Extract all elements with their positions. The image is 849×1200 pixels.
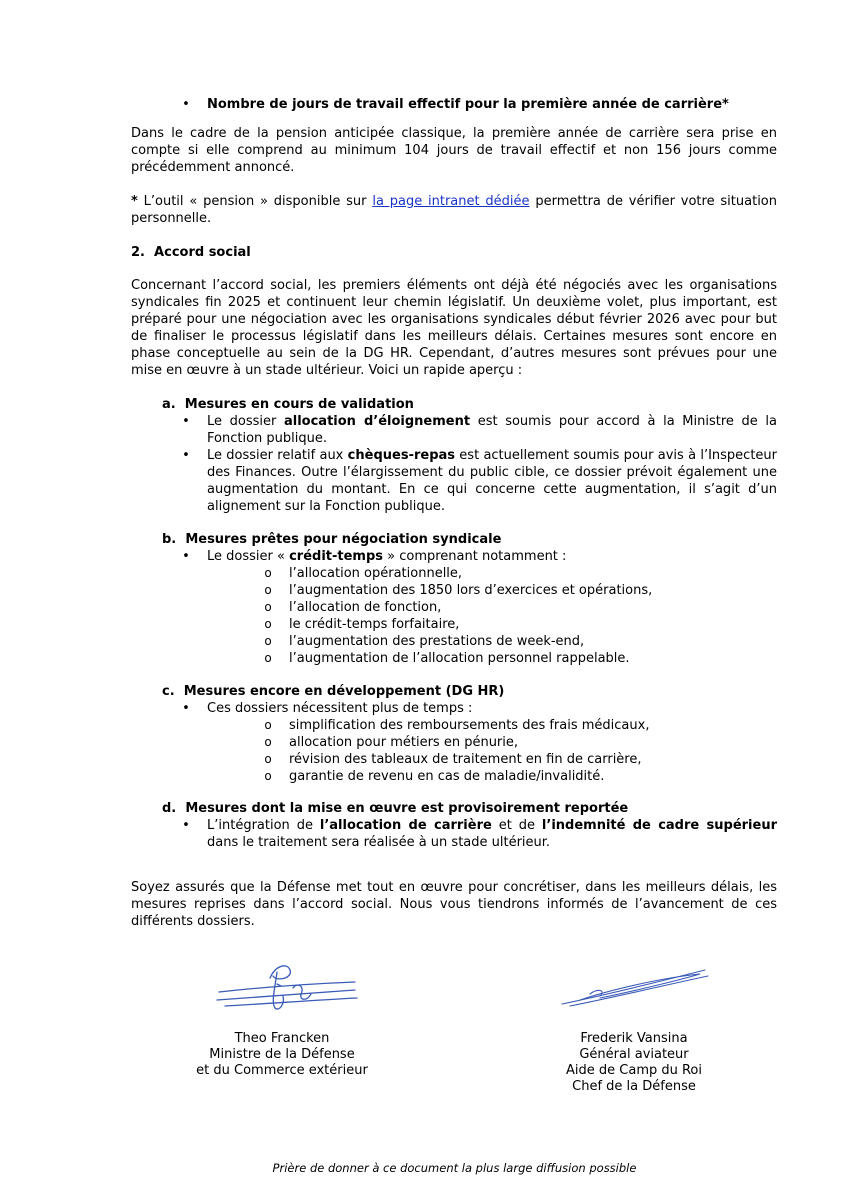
sub-a-item-1-post: est soumis pour accord à la Ministre de la Fonction publique. bbox=[207, 414, 777, 446]
circle-bullet-icon: o bbox=[264, 566, 272, 580]
list-item: révision des tableaux de traitement en fin de carrière, bbox=[289, 752, 642, 767]
sub-d-item-1 bbox=[207, 817, 777, 851]
sub-d-item-1-post: dans le traitement sera réalisée à un stade ultérieur. bbox=[207, 835, 551, 850]
list-item: l’allocation opérationnelle, bbox=[289, 566, 463, 581]
sub-b-item-1-bold: crédit-temps bbox=[289, 549, 384, 564]
sub-d-letter: d. bbox=[162, 801, 177, 816]
list-item: l’augmentation des 1850 lors d’exercices et opérations, bbox=[289, 583, 653, 598]
section-2-title: Accord social bbox=[154, 245, 251, 260]
intranet-page-link[interactable]: la page intranet dédiée bbox=[372, 194, 530, 209]
sub-d-title: Mesures dont la mise en œuvre est provisoirement reportée bbox=[185, 801, 629, 816]
signatory-left-title-2: et du Commerce extérieur bbox=[196, 1063, 368, 1078]
bullet-icon: • bbox=[182, 97, 190, 112]
list-item: l’allocation de fonction, bbox=[289, 600, 442, 615]
section-2-number: 2. bbox=[131, 245, 145, 260]
sub-a-item-1 bbox=[207, 413, 777, 447]
sub-a-item-2-pre: Le dossier relatif aux bbox=[207, 448, 348, 463]
sub-b-letter: b. bbox=[162, 532, 177, 547]
signature-right-image bbox=[560, 966, 710, 1010]
section1-bullet-title: Nombre de jours de travail effectif pour la première année de carrière* bbox=[207, 97, 729, 112]
sub-d-item-1-bold-2: l’indemnité de cadre supérieur bbox=[541, 818, 777, 833]
sub-b-item-1-post: » comprenant notamment : bbox=[383, 549, 567, 564]
sub-b-title: Mesures prêtes pour négociation syndicale bbox=[185, 532, 502, 547]
closing-paragraph: Soyez assurés que la Défense met tout en œuvre pour concrétiser, dans les meilleurs délais, les mesures reprises dans l’accord social. Nous vous tiendrons informés de l’avancement de ces différents dossiers. bbox=[131, 880, 777, 929]
circle-bullet-icon: o bbox=[264, 718, 272, 732]
circle-bullet-icon: o bbox=[264, 634, 272, 648]
sub-a-letter: a. bbox=[162, 397, 176, 412]
paragraph-accord-social: Concernant l’accord social, les premiers éléments ont déjà été négociés avec les organisations syndicales fin 2025 et continuent leur chemin législatif. Un deuxième volet, plus important, est préparé pour une négociation avec les organisations syndicales début février 2026 avec pour but de finaliser le processus législatif dans les meilleurs délais. Certaines mesures sont encore en phase conceptuelle au sein de la DG HR. Cependant, d’autres mesures sont prévues pour une mise en œuvre à un stade ultérieur. Voici un rapide aperçu : bbox=[131, 278, 777, 378]
list-item: garantie de revenu en cas de maladie/invalidité. bbox=[289, 769, 605, 784]
paragraph-first-year: Dans le cadre de la pension anticipée classique, la première année de carrière sera prise en compte si elle comprend au minimum 104 jours de travail effectif et non 156 jours comme précédemment annoncé. bbox=[131, 126, 777, 175]
sub-c-title: Mesures encore en développement (DG HR) bbox=[183, 684, 505, 699]
circle-bullet-icon: o bbox=[264, 617, 272, 631]
circle-bullet-icon: o bbox=[264, 769, 272, 783]
sub-d-item-1-mid: et de bbox=[491, 818, 542, 833]
signature-left-image bbox=[215, 958, 360, 1018]
signatory-left bbox=[152, 1031, 412, 1079]
sub-a-item-1-pre: Le dossier bbox=[207, 414, 284, 429]
note-text-before: L’outil « pension » disponible sur bbox=[137, 194, 373, 209]
sub-c-letter: c. bbox=[162, 684, 175, 699]
sub-c-item-1: Ces dossiers nécessitent plus de temps : bbox=[207, 701, 473, 716]
sub-a-title: Mesures en cours de validation bbox=[184, 397, 414, 412]
sub-c-heading bbox=[162, 683, 504, 700]
footer-note: Prière de donner à ce document la plus large diffusion possible bbox=[272, 1161, 637, 1175]
list-item: l’augmentation des prestations de week-end, bbox=[289, 634, 585, 649]
bullet-icon: • bbox=[182, 448, 190, 463]
section-2-heading bbox=[131, 244, 251, 261]
sub-b-heading bbox=[162, 531, 501, 548]
sub-a-item-1-bold: allocation d’éloignement bbox=[283, 414, 471, 429]
sub-b-item-1 bbox=[207, 548, 777, 565]
bullet-icon: • bbox=[182, 818, 190, 833]
bullet-icon: • bbox=[182, 414, 190, 429]
sub-a-heading bbox=[162, 396, 414, 413]
sub-d-heading bbox=[162, 800, 628, 817]
sub-b-item-1-pre: Le dossier « bbox=[207, 549, 290, 564]
signatory-right-title-3: Chef de la Défense bbox=[572, 1079, 696, 1094]
circle-bullet-icon: o bbox=[264, 583, 272, 597]
signatory-right bbox=[504, 1031, 764, 1095]
note-star: * bbox=[131, 194, 138, 209]
signatory-right-title-1: Général aviateur bbox=[579, 1047, 689, 1062]
list-item: allocation pour métiers en pénurie, bbox=[289, 735, 519, 750]
sub-a-item-2-bold: chèques-repas bbox=[347, 448, 456, 463]
sub-a-item-2-post: est actuellement soumis pour avis à l’Inspecteur des Finances. Outre l’élargissement du public cible, ce dossier prévoit également une augmentation du montant. En ce qui concerne cette augmentation, il s’agit d’un alignement sur la Fonction publique. bbox=[207, 448, 777, 514]
signatory-right-title-2: Aide de Camp du Roi bbox=[566, 1063, 702, 1078]
list-item: simplification des remboursements des frais médicaux, bbox=[289, 718, 650, 733]
circle-bullet-icon: o bbox=[264, 600, 272, 614]
bullet-icon: • bbox=[182, 701, 190, 716]
sub-d-item-1-bold-1: l’allocation de carrière bbox=[319, 818, 492, 833]
list-item: l’augmentation de l’allocation personnel rappelable. bbox=[289, 651, 630, 666]
circle-bullet-icon: o bbox=[264, 735, 272, 749]
note-text-after: permettra de vérifier votre situation personnelle. bbox=[131, 194, 777, 226]
pension-tool-note bbox=[131, 193, 777, 227]
circle-bullet-icon: o bbox=[264, 651, 272, 665]
circle-bullet-icon: o bbox=[264, 752, 272, 766]
sub-a-item-2 bbox=[207, 447, 777, 515]
signatory-right-name: Frederik Vansina bbox=[580, 1031, 688, 1046]
bullet-icon: • bbox=[182, 549, 190, 564]
signatory-left-title-1: Ministre de la Défense bbox=[209, 1047, 355, 1062]
signatory-left-name: Theo Francken bbox=[234, 1031, 330, 1046]
sub-d-item-1-pre: L’intégration de bbox=[207, 818, 320, 833]
list-item: le crédit-temps forfaitaire, bbox=[289, 617, 460, 632]
